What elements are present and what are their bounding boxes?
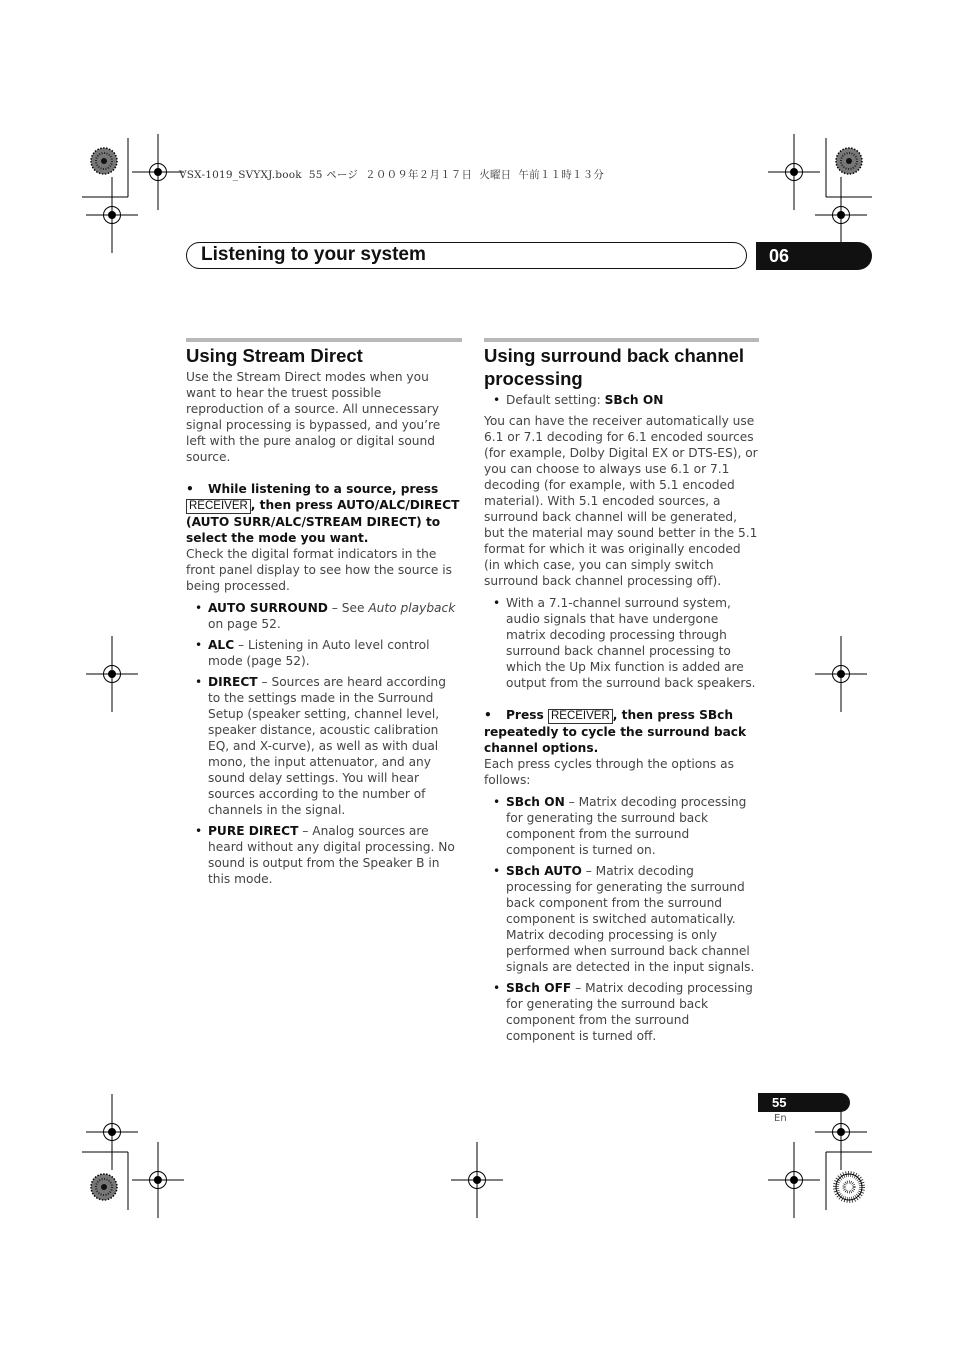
receiver-key: RECEIVER	[186, 499, 251, 514]
list-item: • PURE DIRECT – Analog sources are heard without any digital processing. No sound is output from the Speaker B in this mode.	[208, 823, 462, 887]
print-info-line: VSX-1019_SVYXJ.book 55 ページ ２００９年２月１７日 火曜日 午前１１時１３分	[179, 169, 605, 181]
list-item: • SBch ON – Matrix decoding processing for generating the surround back component from the surround component is turned on.	[506, 794, 759, 858]
list-item: • SBch AUTO – Matrix decoding processing for generating the surround back component from the surround component is switched automatically. Matrix decoding processing is only performed when surround back channel signals are detected in the input signals.	[506, 863, 759, 975]
default-setting-list	[484, 392, 759, 408]
section-header	[186, 242, 747, 269]
surround-back-note-list	[484, 595, 759, 691]
stream-direct-modes	[186, 600, 462, 887]
surround-back-intro: You can have the receiver automatically use 6.1 or 7.1 decoding for 6.1 encoded sources (for example, Dolby Digital EX or DTS-ES), or you can choose to always use 6.1 or 7.1 decoding (for example, with 5.1 encoded material). With 5.1 encoded sources, a surround back channel will be generated, but the material may sound better in the 5.1 format for which it was originally encoded (in which case, you can simply switch surround back channel processing off).	[484, 414, 758, 588]
stream-direct-step: • While listening to a source, press RECEIVER , then press AUTO/ALC/DIRECT (AUTO SURR/ALC/STREAM DIRECT) to select the mode you want.	[186, 482, 460, 545]
list-item: • Default setting: SBch ON	[506, 392, 759, 408]
surround-back-step: • Press RECEIVER , then press SBch repeatedly to cycle the surround back channel options.	[484, 708, 747, 755]
stream-direct-heading: Using Stream Direct	[186, 345, 363, 366]
surround-back-options	[484, 794, 759, 1044]
list-item: • SBch OFF – Matrix decoding processing for generating the surround back component from the surround component is turned off.	[506, 980, 759, 1044]
page-number: 55	[758, 1093, 850, 1112]
list-item: • DIRECT – Sources are heard according to the settings made in the Surround Setup (speaker setting, channel level, speaker distance, acoustic calibration EQ, and X-curve), as well as with dual mono, the input attenuator, and any sound delay settings. You will hear sources according to the number of channels in the signal.	[208, 674, 462, 818]
language-code: En	[774, 1113, 787, 1124]
surround-back-heading: Using surround back channel processing	[484, 345, 745, 389]
section-rule	[186, 338, 462, 342]
receiver-key: RECEIVER	[548, 709, 613, 724]
list-item: • With a 7.1-channel surround system, audio signals that have undergone matrix decoding processing through surround back channel processing to which the Up Mix function is added are output from the surround back speakers.	[506, 595, 759, 691]
list-item: • AUTO SURROUND – See Auto playback on page 52.	[208, 600, 462, 632]
right-column	[484, 338, 759, 1049]
section-title: Listening to your system	[201, 244, 426, 265]
section-rule	[484, 338, 759, 342]
left-column	[186, 338, 462, 892]
list-item: • ALC – Listening in Auto level control mode (page 52).	[208, 637, 462, 669]
surround-back-step-desc: Each press cycles through the options as follows:	[484, 757, 734, 787]
chapter-number: 06	[756, 242, 872, 270]
stream-direct-intro: Use the Stream Direct modes when you want to hear the truest possible reproduction of a source. All unnecessary signal processing is bypassed, and you’re left with the pure analog or digital sound source.	[186, 370, 441, 464]
stream-direct-step-desc: Check the digital format indicators in the front panel display to see how the source is being processed.	[186, 547, 453, 593]
